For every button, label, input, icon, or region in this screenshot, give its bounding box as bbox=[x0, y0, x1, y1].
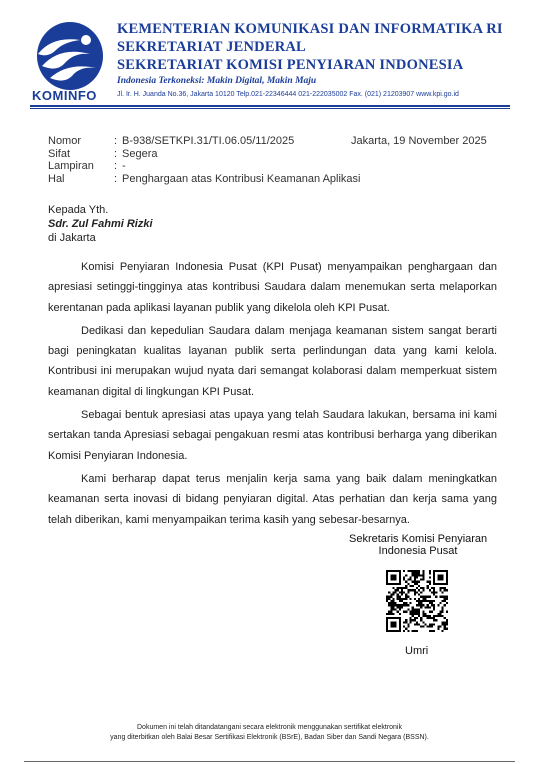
meta-colon: : bbox=[114, 173, 118, 185]
body-paragraph-2: Dedikasi dan kepedulian Saudara dalam menjaga keamanan sistem sangat berarti bagi peningkatan kualitas layanan publik serta perlindungan data yang kami kelola. Kontribusi ini merupakan wujud nyata dari semangat kolaborasi dalam memperkuat sistem keamanan digital di lingkungan KPI Pusat. bbox=[48, 324, 497, 398]
meta-colon: : bbox=[114, 148, 118, 160]
recipient-greeting: Kepada Yth. bbox=[48, 204, 109, 216]
meta-nomor bbox=[48, 135, 294, 147]
letterhead-kpi-secretariat: SEKRETARIAT KOMISI PENYIARAN INDONESIA bbox=[117, 57, 464, 73]
letterhead-address: Jl. Ir. H. Juanda No.36, Jakarta 10120 Telp.021-22346444 021-222035002 Fax. (021) 21203907 www.kpi.go.id bbox=[117, 91, 459, 98]
body-paragraph-1: Komisi Penyiaran Indonesia Pusat (KPI Pusat) menyampaikan penghargaan dan apresiasi setinggi-tingginya atas kontribusi Saudara dalam menemukan serta melaporkan kerentanan pada aplikasi layanan publik yang dikelola oleh KPI Pusat. bbox=[48, 261, 497, 314]
meta-lampiran bbox=[48, 160, 126, 172]
meta-colon: : bbox=[114, 135, 118, 147]
meta-colon: : bbox=[114, 160, 118, 172]
letterhead-tagline: Indonesia Terkoneksi: Makin Digital, Makin Maju bbox=[117, 76, 317, 86]
meta-hal-value: Penghargaan atas Kontribusi Keamanan Aplikasi bbox=[122, 173, 361, 185]
meta-nomor-value: B-938/SETKPI.31/TI.06.05/11/2025 bbox=[122, 135, 295, 147]
recipient-location: di Jakarta bbox=[48, 232, 96, 244]
signer-name: Umri bbox=[405, 645, 429, 657]
letter-body bbox=[48, 257, 497, 533]
meta-hal bbox=[48, 173, 361, 185]
recipient-name: Sdr. Zul Fahmi Rizki bbox=[48, 218, 153, 230]
meta-lampiran-label: Lampiran bbox=[48, 160, 94, 172]
meta-sifat-label: Sifat bbox=[48, 148, 71, 160]
letterhead-divider-thick bbox=[30, 105, 510, 107]
logo-wordmark: KOMINFO bbox=[32, 88, 97, 103]
body-paragraph-4: Kami berharap dapat terus menjalin kerja sama yang baik dalam meningkatkan keamanan serta inovasi di bidang penyiaran digital. Atas perhatian dan kerja sama yang telah diberikan, kami menyampaikan terima kasih yang sebesar-besarnya. bbox=[48, 472, 497, 526]
letterhead-ministry: KEMENTERIAN KOMUNIKASI DAN INFORMATIKA RI bbox=[117, 21, 503, 37]
signature-title-line1: Sekretaris Komisi Penyiaran bbox=[349, 533, 488, 545]
meta-sifat-value: Segera bbox=[122, 148, 158, 160]
meta-hal-label: Hal bbox=[48, 173, 65, 185]
signature-qr-code bbox=[386, 570, 448, 632]
meta-nomor-label: Nomor bbox=[48, 135, 82, 147]
body-paragraph-3: Sebagai bentuk apresiasi atas upaya yang telah Saudara lakukan, bersama ini kami sertakan tanda Apresiasi sebagai pengakuan resmi atas kontribusi berharga yang diberikan Komisi Penyiaran Indonesia. bbox=[48, 409, 497, 462]
letterhead-secretariat-general: SEKRETARIAT JENDERAL bbox=[117, 39, 306, 55]
meta-lampiran-value: - bbox=[122, 160, 126, 172]
meta-sifat bbox=[48, 148, 157, 160]
footer-esign-note-line2: yang diterbitkan oleh Balai Besar Sertifikasi Elektronik (BSrE), Badan Siber dan Sandi Negara (BSSN). bbox=[110, 734, 429, 741]
footer-divider bbox=[24, 761, 515, 762]
signature-title-line2: Indonesia Pusat bbox=[378, 545, 458, 557]
letterhead-divider-thin bbox=[30, 108, 510, 109]
letter-date: Jakarta, 19 November 2025 bbox=[351, 135, 487, 147]
footer-esign-note-line1: Dokumen ini telah ditandatangani secara elektronik menggunakan sertifikat elektronik bbox=[137, 724, 402, 731]
